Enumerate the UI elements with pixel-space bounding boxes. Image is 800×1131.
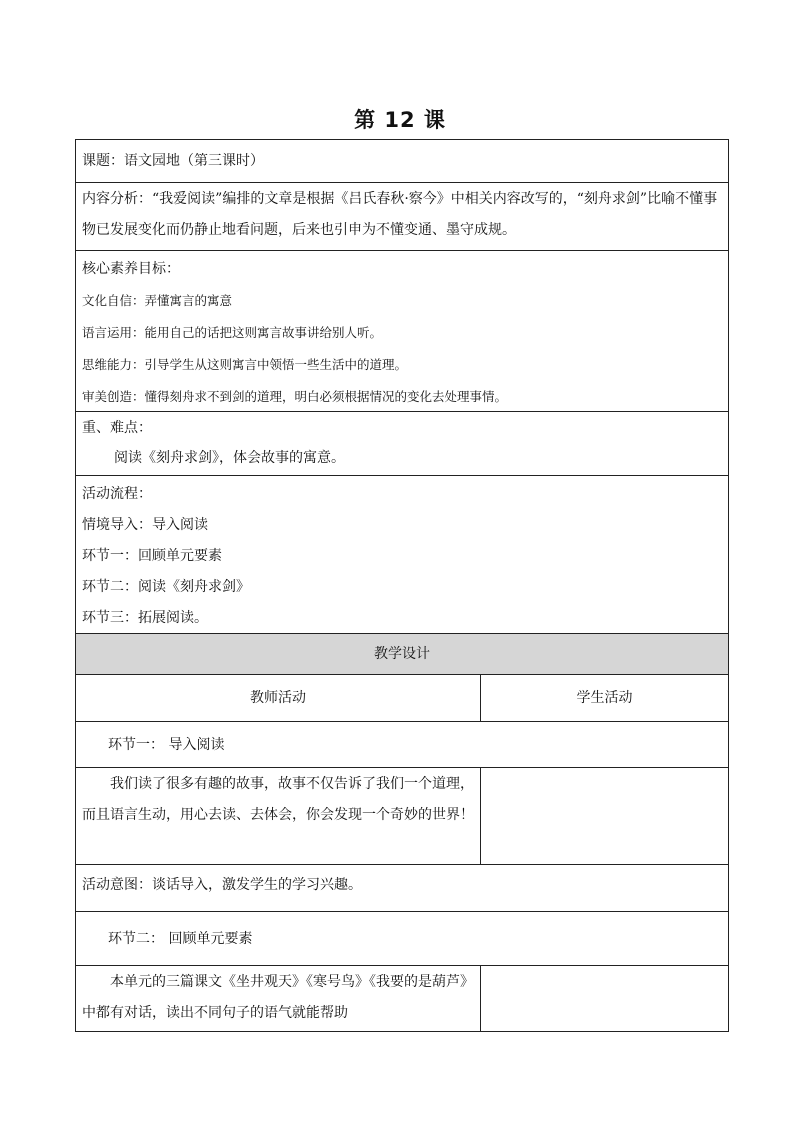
goal-item: 思维能力：引导学生从这则寓言中领悟一些生活中的道理。 [82,357,408,372]
process-step: 情境导入：导入阅读 [82,517,208,533]
topic-cell: 课题：语文园地（第三课时） [76,140,729,183]
goal-item: 文化自信：弄懂寓言的寓意 [82,293,233,308]
section2-title-row [76,912,729,966]
process-step: 环节三：拓展阅读。 [82,610,208,626]
analysis-cell: 内容分析：“我爱阅读”编排的文章是根据《吕氏春秋·察今》中相关内容改写的，“刻舟求剑”比喻不懂事物已发展变化而仍静止地看问题，后来也引申为不懂变通、墨守成规。 [76,183,729,251]
section2-content-row [76,966,729,1032]
process-row [76,476,729,634]
process-step: 环节二：阅读《刻舟求剑》 [82,579,250,595]
section1-student-cell [481,768,729,865]
section1-intent: 活动意图：谈话导入，激发学生的学习兴趣。 [76,865,729,912]
section2-teacher-cell: 本单元的三篇课文《坐井观天》《寒号鸟》《我要的是葫芦》中都有对话，读出不同句子的语气就能帮助 [76,966,481,1032]
section1-title-row [76,722,729,768]
analysis-row [76,183,729,251]
process-step: 环节一：回顾单元要素 [82,548,222,564]
topic-row [76,140,729,183]
section1-intent-row [76,865,729,912]
design-header-row [76,634,729,675]
goals-cell [76,251,729,412]
student-activity-header: 学生活动 [481,675,729,722]
goal-item: 审美创造：懂得刻舟求不到剑的道理，明白必须根据情况的变化去处理事情。 [82,389,508,404]
process-cell [76,476,729,634]
section2-title: 环节二： 回顾单元要素 [76,912,729,966]
column-header-row [76,675,729,722]
page-title: 第 12 课 [354,108,446,132]
goal-item: 语言运用：能用自己的话把这则寓言故事讲给别人听。 [82,325,383,340]
key-points-content: 阅读《刻舟求剑》，体会故事的寓意。 [114,450,345,466]
process-heading: 活动流程： [82,486,152,502]
goals-row [76,251,729,412]
key-points-cell [76,412,729,476]
section1-teacher-cell: 我们读了很多有趣的故事，故事不仅告诉了我们一个道理，而且语言生动，用心去读、去体会，你会发现一个奇妙的世界！ [76,768,481,865]
design-heading: 教学设计 [76,634,729,675]
section1-content-row [76,768,729,865]
section2-student-cell [481,966,729,1032]
lesson-plan-table [75,139,729,1032]
key-points-heading: 重、难点： [82,420,152,436]
key-points-row [76,412,729,476]
goals-heading: 核心素养目标： [82,261,180,277]
section1-title: 环节一： 导入阅读 [76,722,729,768]
teacher-activity-header: 教师活动 [76,675,481,722]
